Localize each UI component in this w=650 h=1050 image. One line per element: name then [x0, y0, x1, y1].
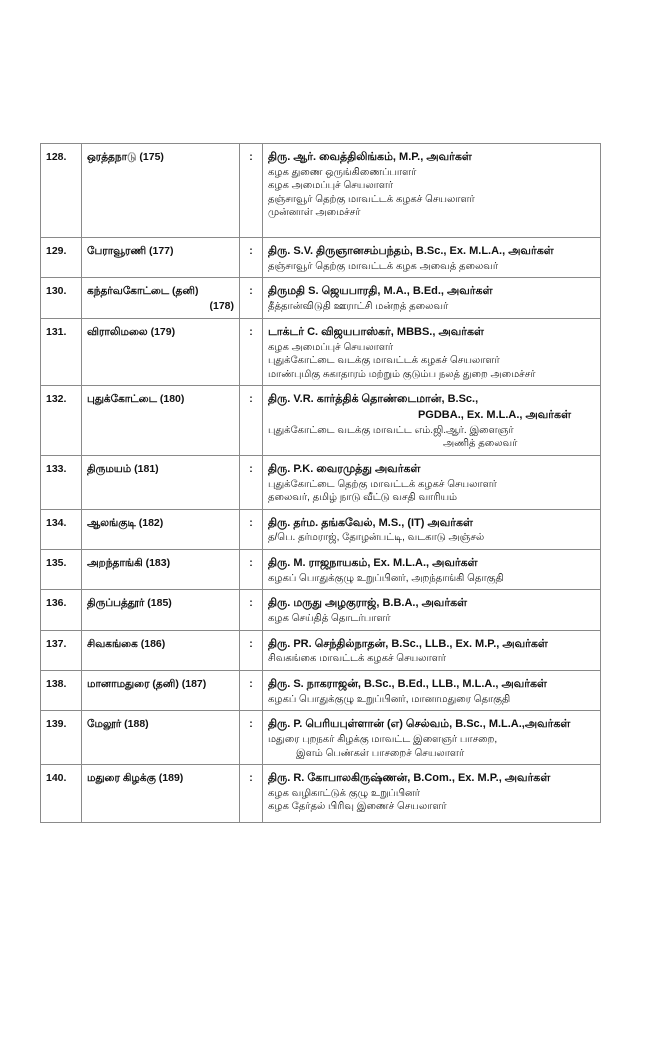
- separator-colon: :: [240, 278, 263, 318]
- constituency-name: மானாமதுரை (தனி) (187): [87, 677, 207, 690]
- constituency-cell: [82, 711, 240, 765]
- table-row: [41, 509, 601, 549]
- serial-number: 128.: [41, 144, 82, 238]
- separator-colon: :: [240, 509, 263, 549]
- table-row: [41, 711, 601, 765]
- constituency-name: சிவகங்கை (186): [87, 637, 166, 650]
- candidate-role: புதுக்கோட்டை வடக்கு மாவட்ட எம்.ஜி.ஆர். இளைஞர்: [268, 424, 514, 436]
- constituency-cell: [82, 630, 240, 670]
- serial-number: 132.: [41, 386, 82, 456]
- separator-colon: :: [240, 590, 263, 630]
- candidate-role: த/பெ. தர்மராஜ், தோழன்பட்டி, வடகாடு அஞ்சல்: [268, 532, 485, 544]
- candidate-role: கழக வழிகாட்டுக் குழு உறுப்பினர்: [268, 787, 420, 799]
- constituency-name: மேலூர் (188): [87, 718, 149, 731]
- constituency-number: (178): [209, 299, 234, 312]
- candidate-table: [40, 143, 601, 823]
- separator-colon: :: [240, 144, 263, 238]
- candidate-details: [263, 278, 601, 318]
- candidate-role: கழகப் பொதுக்குழு உறுப்பினர், மானாமதுரை தொகுதி: [268, 693, 511, 705]
- serial-number: 138.: [41, 670, 82, 710]
- serial-number: 137.: [41, 630, 82, 670]
- table-row: [41, 549, 601, 589]
- serial-number: 133.: [41, 455, 82, 509]
- candidate-name: திரு. PR. செந்தில்நாதன், B.Sc., LLB., Ex. M.P., அவர்கள்: [268, 637, 548, 650]
- candidate-details: [263, 549, 601, 589]
- constituency-cell: [82, 278, 240, 318]
- table-row: [41, 630, 601, 670]
- candidate-role: தஞ்சாவூர் தெற்கு மாவட்டக் கழக அவைத் தலைவர்: [268, 260, 499, 272]
- candidate-role: கழக தேர்தல் பிரிவு இணைச் செயலாளர்: [268, 801, 447, 813]
- candidate-name: திரு. S.V. திருஞானசம்பந்தம், B.Sc., Ex. M.L.A., அவர்கள்: [268, 245, 554, 257]
- separator-colon: :: [240, 630, 263, 670]
- candidate-name: திரு. ஆர். வைத்திலிங்கம், M.P., அவர்கள்: [268, 151, 472, 163]
- candidate-role: கழக துணை ஒருங்கிணைப்பாளர்: [268, 166, 417, 178]
- candidate-details: [263, 630, 601, 670]
- constituency-name: கந்தர்வகோட்டை (தனி): [87, 285, 199, 298]
- serial-number: 134.: [41, 509, 82, 549]
- serial-number: 136.: [41, 590, 82, 630]
- candidate-role: கழக அமைப்புச் செயலாளர்: [268, 180, 394, 192]
- candidate-role: கழக அமைப்புச் செயலாளர்: [268, 341, 394, 353]
- candidate-name: திரு. V.R. கார்த்திக் தொண்டைமான், B.Sc.,: [268, 393, 479, 406]
- candidate-name: திரு. P.K. வைரமுத்து அவர்கள்: [268, 462, 421, 475]
- candidate-name: திரு. P. பெரியபுள்ளான் (எ) செல்வம், B.Sc., M.L.A.,அவர்கள்: [268, 718, 571, 731]
- candidate-details: [263, 238, 601, 278]
- constituency-cell: [82, 549, 240, 589]
- candidate-role: புதுக்கோட்டை வடக்கு மாவட்டக் கழகச் செயலாளர்: [268, 355, 500, 367]
- candidate-role: கழக செய்தித் தொடர்பாளர்: [268, 613, 391, 625]
- separator-colon: :: [240, 455, 263, 509]
- table-row: [41, 238, 601, 278]
- constituency-cell: [82, 670, 240, 710]
- serial-number: 130.: [41, 278, 82, 318]
- candidate-name: திரு. M. ராஜநாயகம், Ex. M.L.A., அவர்கள்: [268, 556, 478, 569]
- constituency-cell: [82, 455, 240, 509]
- constituency-name: அறந்தாங்கி (183): [87, 556, 171, 569]
- candidate-details: [263, 711, 601, 765]
- table-row: [41, 455, 601, 509]
- constituency-name: ஆலங்குடி (182): [87, 516, 164, 529]
- constituency-cell: [82, 765, 240, 823]
- serial-number: 139.: [41, 711, 82, 765]
- candidate-role: மதுரை புறநகர் கிழக்கு மாவட்ட இளைஞர் பாசறை,: [268, 734, 498, 746]
- constituency-cell: [82, 144, 240, 238]
- table-row: [41, 590, 601, 630]
- constituency-cell: [82, 238, 240, 278]
- candidate-role: தஞ்சாவூர் தெற்கு மாவட்டக் கழகச் செயலாளர்: [268, 193, 475, 205]
- candidate-details: [263, 386, 601, 456]
- candidate-role: புதுக்கோட்டை தெற்கு மாவட்டக் கழகச் செயலாளர்: [268, 478, 497, 490]
- candidate-details: [263, 590, 601, 630]
- candidate-name: டாக்டர் C. விஜயபாஸ்கர், MBBS., அவர்கள்: [268, 325, 484, 338]
- candidate-role: மாண்புமிகு சுகாதாரம் மற்றும் குடும்ப நலத் துறை அமைச்சர்: [268, 368, 536, 380]
- serial-number: 140.: [41, 765, 82, 823]
- candidate-name: திரு. மருது அழகுராஜ், B.B.A., அவர்கள்: [268, 597, 468, 610]
- constituency-cell: [82, 318, 240, 385]
- candidate-name: திரு. R. கோபாலகிருஷ்ணன், B.Com., Ex. M.P., அவர்கள்: [268, 772, 551, 785]
- separator-colon: :: [240, 238, 263, 278]
- candidate-table-body: [41, 144, 601, 823]
- candidate-role-continued: இளம் பெண்கள் பாசறைச் செயலாளர்: [296, 747, 465, 759]
- separator-colon: :: [240, 386, 263, 456]
- constituency-cell: [82, 590, 240, 630]
- constituency-name: மதுரை கிழக்கு (189): [87, 772, 184, 785]
- table-row: [41, 144, 601, 238]
- candidate-role: தீத்தான்விடுதி ஊராட்சி மன்றத் தலைவர்: [268, 301, 449, 313]
- table-row: [41, 386, 601, 456]
- table-row: [41, 765, 601, 823]
- candidate-details: [263, 144, 601, 238]
- separator-colon: :: [240, 549, 263, 589]
- candidate-role: தலைவர், தமிழ் நாடு வீட்டு வசதி வாரியம்: [268, 492, 458, 504]
- candidate-name-continued: PGDBA., Ex. M.L.A., அவர்கள்: [417, 408, 571, 421]
- candidate-name: திரு. S. நாகராஜன், B.Sc., B.Ed., LLB., M.L.A., அவர்கள்: [268, 677, 547, 690]
- constituency-cell: [82, 509, 240, 549]
- constituency-name: புதுக்கோட்டை (180): [87, 393, 185, 406]
- constituency-name: திருமயம் (181): [87, 462, 159, 475]
- candidate-details: [263, 318, 601, 385]
- candidate-role: கழகப் பொதுக்குழு உறுப்பினர், அறந்தாங்கி தொகுதி: [268, 572, 504, 584]
- table-row: [41, 278, 601, 318]
- serial-number: 131.: [41, 318, 82, 385]
- constituency-name: பேராவூரணி (177): [87, 245, 174, 257]
- candidate-name: திரு. தர்ம. தங்கவேல், M.S., (IT) அவர்கள்: [268, 516, 473, 529]
- candidate-name: திருமதி S. ஜெயபாரதி, M.A., B.Ed., அவர்கள்: [268, 285, 493, 298]
- constituency-name: திருப்பத்தூர் (185): [87, 597, 172, 610]
- serial-number: 129.: [41, 238, 82, 278]
- candidate-details: [263, 765, 601, 823]
- separator-colon: :: [240, 711, 263, 765]
- candidate-details: [263, 509, 601, 549]
- constituency-name: ஒரத்தநாடு (175): [87, 151, 164, 163]
- table-row: [41, 318, 601, 385]
- candidate-role-continued: அணித் தலைவர்: [443, 438, 518, 450]
- constituency-cell: [82, 386, 240, 456]
- constituency-name: விராலிமலை (179): [87, 325, 176, 338]
- candidate-details: [263, 670, 601, 710]
- table-row: [41, 670, 601, 710]
- serial-number: 135.: [41, 549, 82, 589]
- separator-colon: :: [240, 670, 263, 710]
- separator-colon: :: [240, 318, 263, 385]
- candidate-role: முன்னாள் அமைச்சர்: [268, 207, 361, 219]
- separator-colon: :: [240, 765, 263, 823]
- candidate-details: [263, 455, 601, 509]
- candidate-role: சிவகங்கை மாவட்டக் கழகச் செயலாளர்: [268, 653, 446, 665]
